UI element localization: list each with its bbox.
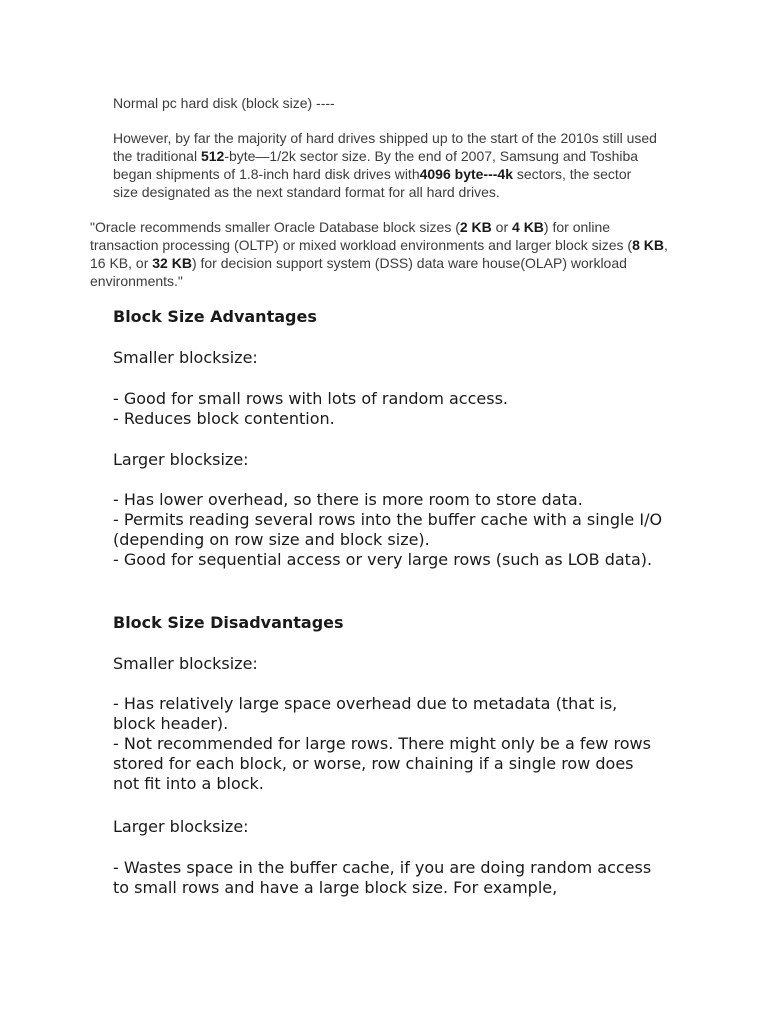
list-item: - Not recommended for large rows. There might only be a few rows stored for each block, or worse, row chaining if a single row does not fit into a block. (113, 734, 651, 793)
disadv-smaller-list (113, 694, 658, 794)
list-item: - Wastes space in the buffer cache, if you are doing random access to small rows and have a large block size. For example, (113, 858, 652, 897)
adv-larger-list (113, 490, 678, 570)
disadvantages-heading: Block Size Disadvantages (113, 613, 344, 632)
disadv-larger-label: Larger blocksize: (113, 817, 249, 836)
list-item: - Good for small rows with lots of random access. (113, 389, 508, 408)
oracle-quote-paragraph: "Oracle recommends smaller Oracle Database block sizes (2 KB or 4 KB) for online transaction processing (OLTP) or mixed workload environments and larger block sizes (8 KB, 16 KB, or 32 KB) for decision support system (DSS) data ware house(OLAP) workload environments." (90, 219, 668, 289)
advantages-heading: Block Size Advantages (113, 307, 317, 326)
adv-smaller-label: Smaller blocksize: (113, 348, 258, 367)
list-item: - Has relatively large space overhead due to metadata (that is, block header). (113, 694, 618, 733)
list-item: - Reduces block contention. (113, 409, 335, 428)
bold-512: 512 (200, 148, 225, 164)
list-item: - Good for sequential access or very large rows (such as LOB data). (113, 550, 653, 569)
disadv-larger-list (113, 858, 658, 898)
adv-larger-label: Larger blocksize: (113, 450, 249, 469)
adv-smaller-list (113, 389, 713, 429)
intro-line: Normal pc hard disk (block size) ---- (113, 95, 335, 111)
sector-size-paragraph: However, by far the majority of hard drives shipped up to the start of the 2010s still used the traditional 512-byte—1/2k sector size. By the end of 2007, Samsung and Toshiba began shipments of 1.8-inch hard disk drives with4096 byte---4k sectors, the sector size designated as the next standard format for all hard drives. (113, 130, 657, 200)
list-item: - Has lower overhead, so there is more room to store data. (113, 490, 583, 509)
bold-4096: 4096 byte---4k (419, 166, 513, 182)
disadv-smaller-label: Smaller blocksize: (113, 654, 258, 673)
list-item: - Permits reading several rows into the buffer cache with a single I/O (depending on row size and block size). (113, 510, 663, 549)
